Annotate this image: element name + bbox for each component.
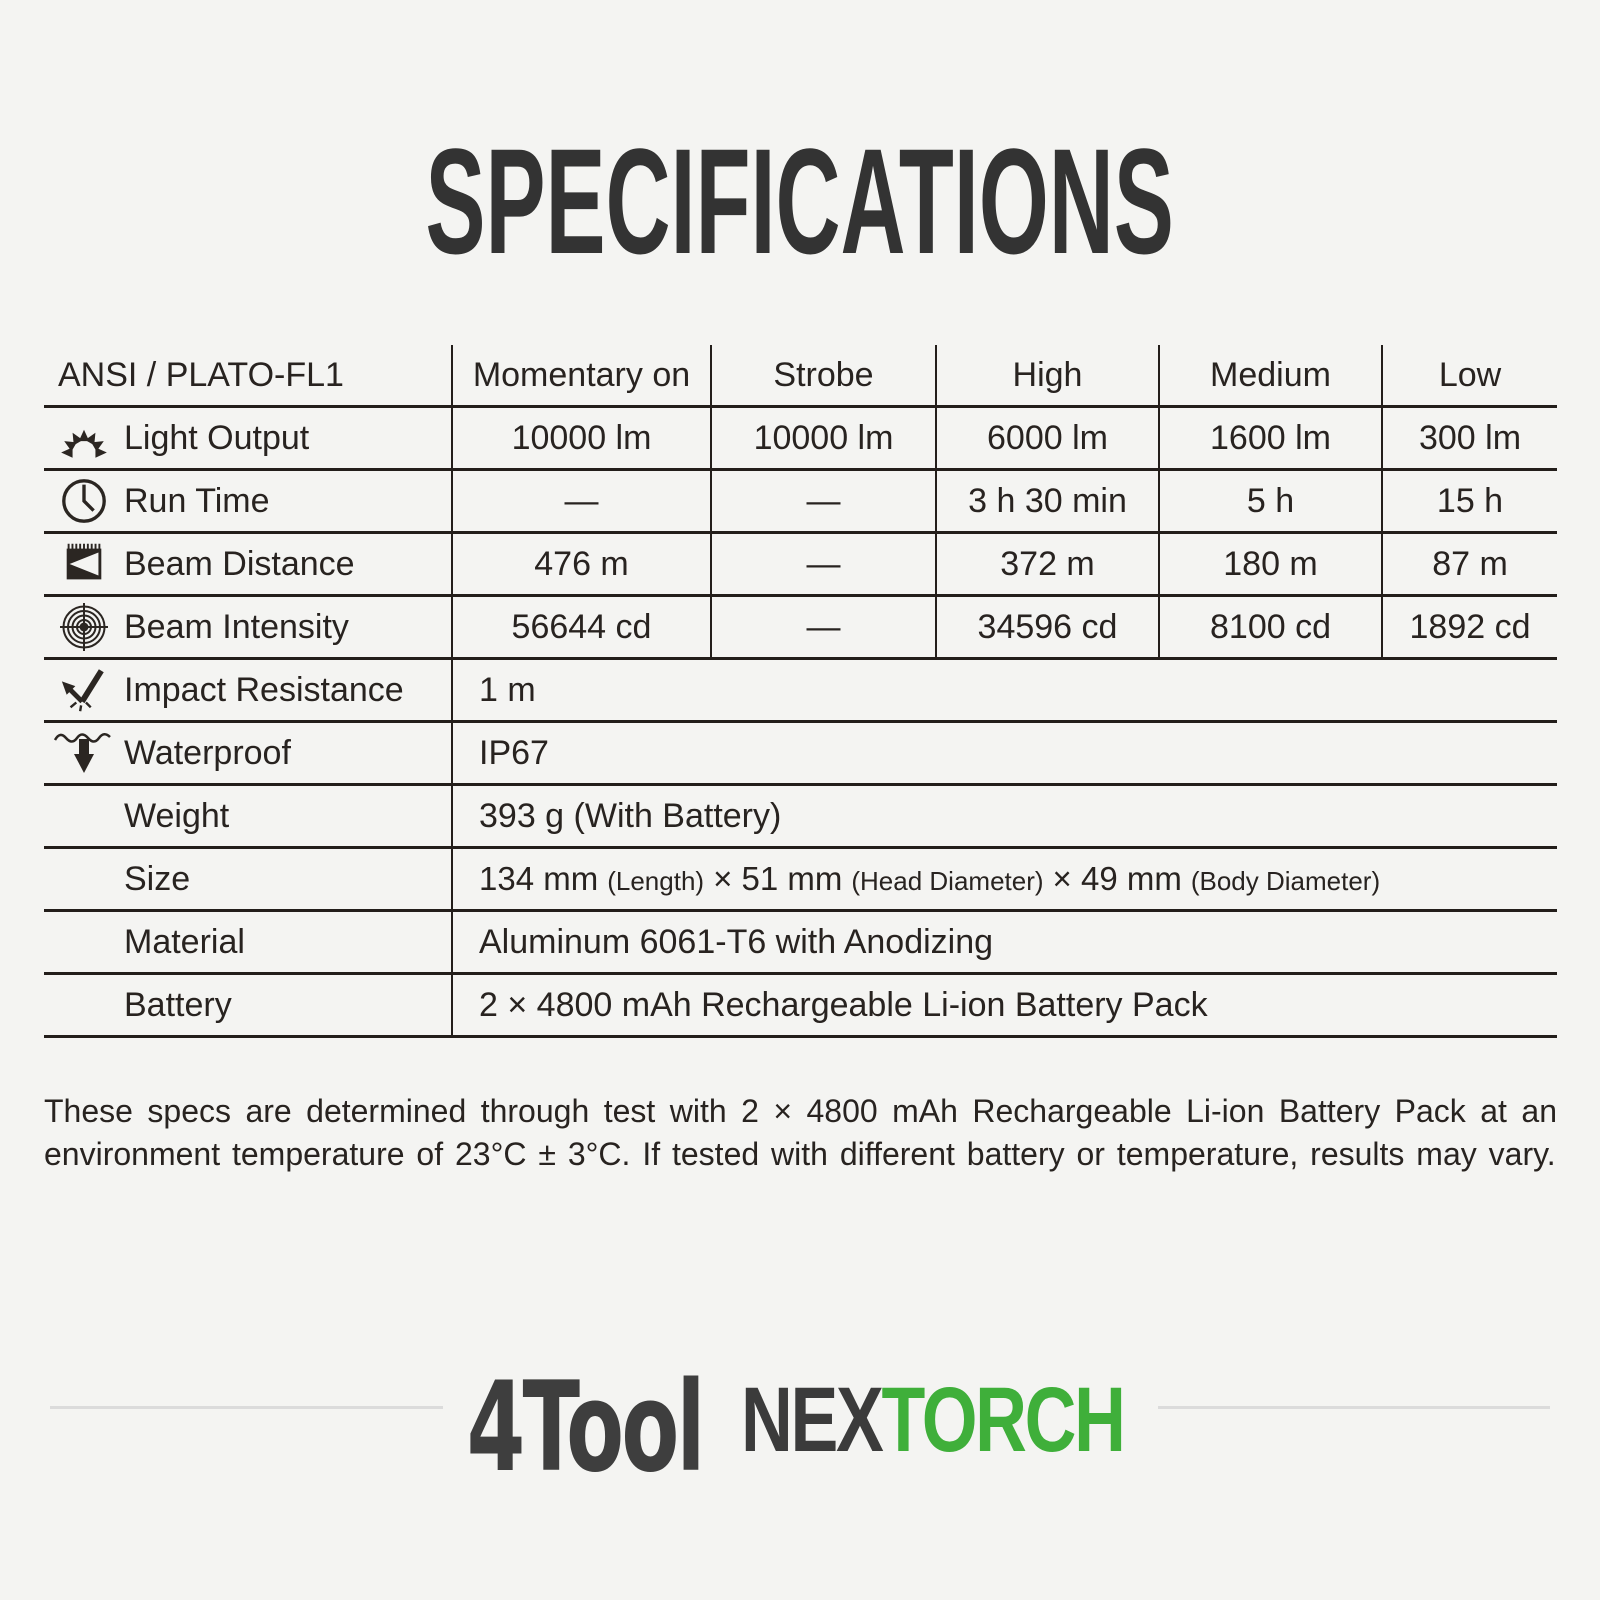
mode-header-momentary: Momentary on (452, 345, 711, 407)
footer-logo-row (0, 1356, 1600, 1500)
beam-intensity-icon (44, 601, 124, 653)
run-time-icon (44, 476, 124, 526)
value-cell: 3 h 30 min (936, 470, 1159, 533)
value-cell: 87 m (1382, 533, 1557, 596)
value-cell: — (711, 533, 936, 596)
value-cell: 34596 cd (936, 596, 1159, 659)
logo-cluster (466, 1356, 1128, 1500)
value-cell: IP67 (452, 722, 1557, 785)
row-label: Light Output (124, 418, 310, 457)
mode-header-high: High (936, 345, 1159, 407)
value-cell: 10000 lm (711, 407, 936, 470)
beam-distance-icon (44, 539, 124, 589)
title-block (0, 117, 1600, 285)
value-cell: — (711, 596, 936, 659)
value-cell: 476 m (452, 533, 711, 596)
row-label: Beam Intensity (124, 607, 349, 646)
value-cell: 300 lm (1382, 407, 1557, 470)
value-cell: 10000 lm (452, 407, 711, 470)
value-cell: 2 × 4800 mAh Rechargeable Li-ion Battery Pack (452, 974, 1557, 1037)
nextorch-logo-nex: NEX (741, 1369, 882, 1471)
specifications-table (44, 345, 1557, 1038)
row-label: Beam Distance (124, 544, 355, 583)
value-cell: 1 m (452, 659, 1557, 722)
table-row-waterproof (44, 722, 1557, 785)
value-cell: 393 g (With Battery) (452, 785, 1557, 848)
size-length-label: (Length) (607, 865, 705, 896)
mode-header-medium: Medium (1159, 345, 1382, 407)
table-row-impact-resistance (44, 659, 1557, 722)
divider-line-right (1158, 1406, 1551, 1409)
impact-resistance-icon (44, 665, 124, 715)
row-label: Material (124, 922, 245, 961)
light-output-icon (44, 415, 124, 461)
divider-line-left (50, 1406, 443, 1409)
value-cell: 180 m (1159, 533, 1382, 596)
value-cell: 1892 cd (1382, 596, 1557, 659)
table-row-material (44, 911, 1557, 974)
row-label: Run Time (124, 481, 270, 520)
size-head-diameter-value: × 51 mm (713, 859, 843, 897)
value-cell: 1600 lm (1159, 407, 1382, 470)
nextorch-logo-torch: TORCH (881, 1369, 1124, 1471)
mode-header-low: Low (1382, 345, 1557, 407)
table-header-row (44, 345, 1557, 407)
value-cell: 5 h (1159, 470, 1382, 533)
value-cell: 372 m (936, 533, 1159, 596)
size-length-value: 134 mm (479, 859, 599, 897)
value-cell: 8100 cd (1159, 596, 1382, 659)
value-cell: — (452, 470, 711, 533)
waterproof-icon (44, 727, 124, 779)
table-row-beam-distance (44, 533, 1557, 596)
table-row-size (44, 848, 1557, 911)
size-body-diameter-label: (Body Diameter) (1190, 865, 1381, 896)
size-head-diameter-label: (Head Diameter) (851, 865, 1044, 896)
footnote-text: These specs are determined through test with 2 × 4800 mAh Rechargeable Li-ion Battery Pack at an environment temperature of 23°C ± 3°C. If tested with different battery or temperature, results may vary. (44, 1093, 1557, 1172)
size-value-cell (452, 848, 1557, 911)
table-row-weight (44, 785, 1557, 848)
row-label: Weight (124, 796, 230, 835)
row-label: Size (124, 859, 191, 898)
value-cell: — (711, 470, 936, 533)
value-cell: 6000 lm (936, 407, 1159, 470)
4tool-logo: 4Tool (466, 1356, 704, 1500)
row-label: Impact Resistance (124, 670, 404, 709)
table-row-run-time (44, 470, 1557, 533)
nextorch-logo (741, 1369, 1124, 1471)
table-row-beam-intensity (44, 596, 1557, 659)
row-label: Battery (124, 985, 232, 1024)
value-cell: 15 h (1382, 470, 1557, 533)
value-cell: Aluminum 6061-T6 with Anodizing (452, 911, 1557, 974)
page-title: SPECIFICATIONS (425, 117, 1175, 285)
value-cell: 56644 cd (452, 596, 711, 659)
size-body-diameter-value: × 49 mm (1052, 859, 1182, 897)
table-row-light-output (44, 407, 1557, 470)
standard-header-cell: ANSI / PLATO-FL1 (44, 345, 452, 407)
table-row-battery (44, 974, 1557, 1037)
row-label: Waterproof (124, 733, 291, 772)
mode-header-strobe: Strobe (711, 345, 936, 407)
